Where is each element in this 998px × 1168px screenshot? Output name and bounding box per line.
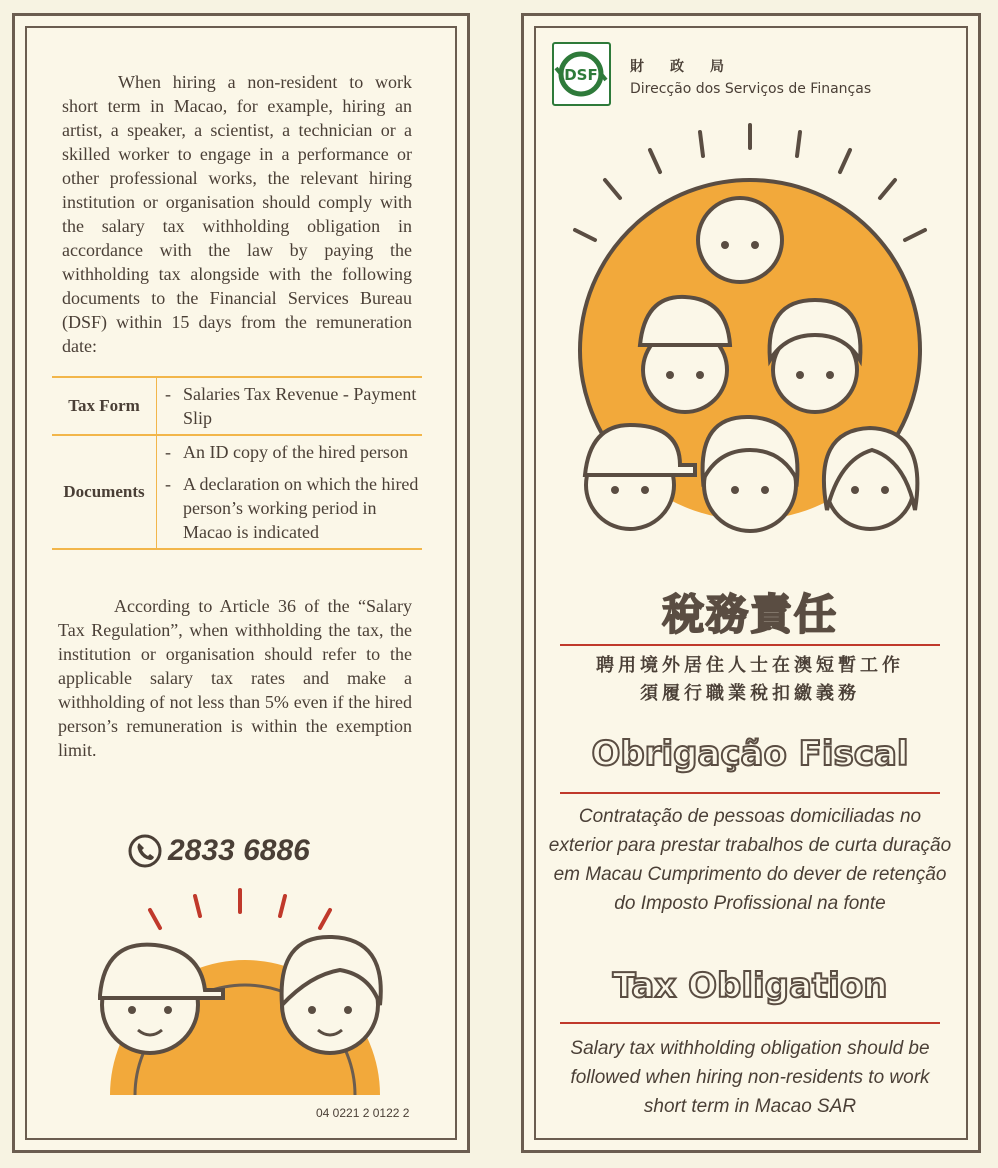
dept-name-portuguese: Direcção dos Serviços de Finanças — [630, 81, 872, 97]
title-english: Tax Obligation — [612, 966, 888, 1006]
list-item: - A declaration on which the hired person’s working period in Macao is indicated — [165, 474, 419, 542]
intro-paragraph: When hiring a non-resident to work short term in Macao, for example, hiring an artist, a speaker, a scientist, a technician or a skilled worker to engage in a performance or other professional works, the relevant hiring institution or organisation should comply with the salary tax withholding obligation in accordance with the law by paying the withholding tax alongside with the following documents to the Financial Services Bureau (DSF) within 15 days from the remuneration date: — [62, 72, 412, 356]
dept-name-chinese: 財政局 — [630, 59, 750, 75]
table-row — [52, 377, 422, 435]
documents-table — [52, 376, 422, 550]
subtitle-chinese-line1: 聘用境外居住人士在澳短暫工作 — [596, 655, 904, 676]
title-chinese: 稅務責任 — [661, 590, 838, 639]
divider — [560, 792, 940, 794]
list-item: - Salaries Tax Revenue - Payment Slip — [165, 384, 417, 428]
tax-form-label: Tax Form — [52, 377, 157, 435]
divider — [560, 1022, 940, 1024]
title-portuguese: Obrigação Fiscal — [591, 734, 909, 774]
subtitle-english: Salary tax withholding obligation should be followed when hiring non-residents to work short term in Macao SAR — [570, 1038, 930, 1117]
divider — [560, 644, 940, 646]
workers-illustration — [90, 880, 420, 1095]
phone-icon — [128, 834, 162, 868]
list-item: - An ID copy of the hired person — [165, 442, 408, 462]
group-illustration — [565, 120, 935, 570]
article-paragraph: According to Article 36 of the “Salary Tax Regulation”, when withholding the tax, the institution or organisation should refer to the applicable salary tax rates and make a withholding of not less than 5% even if the hired person’s remuneration is within the exemption limit. — [58, 596, 412, 760]
table-row — [52, 435, 422, 549]
subtitle-portuguese: Contratação de pessoas domiciliadas no exterior para prestar trabalhos de curta duração em Macau Cumprimento do dever de retenção do Imposto Profissional na fonte — [548, 806, 952, 914]
subtitle-chinese-line2: 須履行職業稅扣繳義務 — [640, 683, 860, 704]
phone-number[interactable]: 2833 6886 — [128, 834, 310, 868]
dsf-logo — [552, 42, 611, 106]
svg-text:DSF: DSF — [564, 66, 598, 84]
print-code: 04 0221 2 0122 2 — [316, 1106, 410, 1120]
documents-label: Documents — [52, 435, 157, 549]
